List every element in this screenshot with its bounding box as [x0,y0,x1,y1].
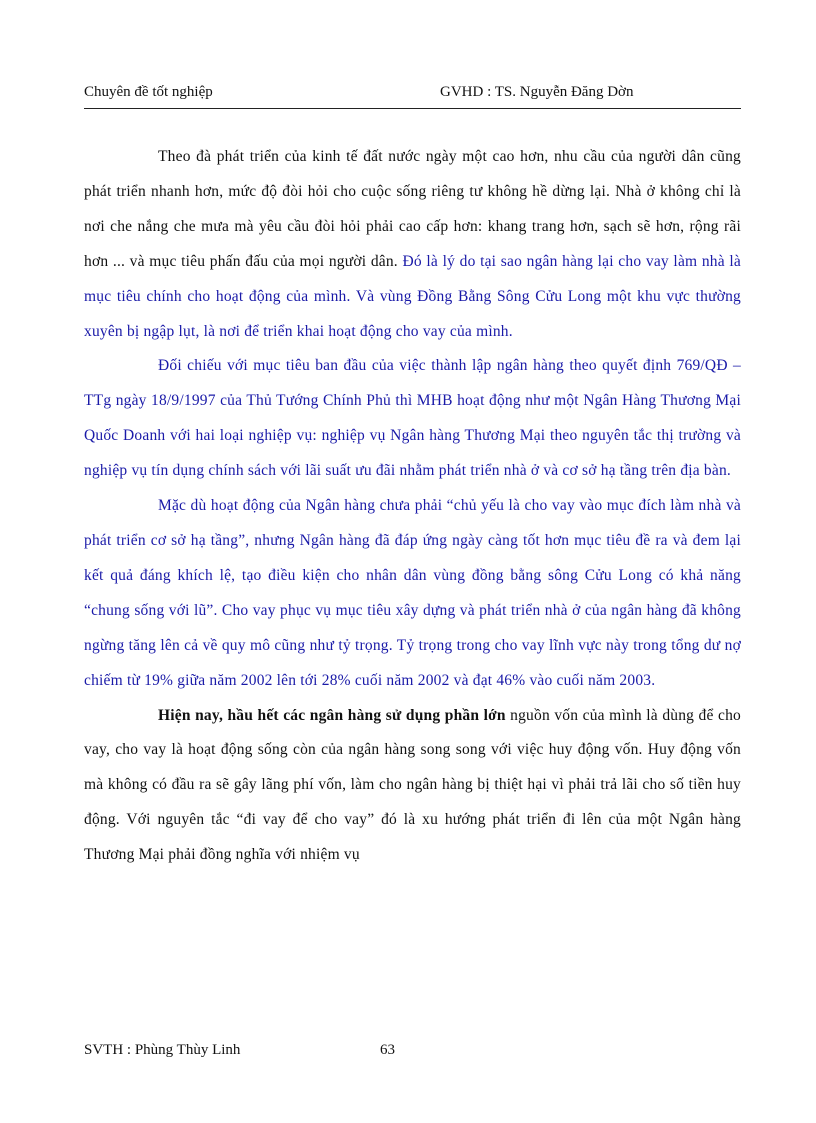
paragraph-1-text: Theo đà phát triển của kinh tế đất nước ngày một cao hơn, nhu cầu của người dân cũng phát triển nhanh hơn, mức độ đòi hỏi cho cuộc sống riêng tư không hề dừng lại. Nhà ở không chỉ là nơi che nắng che mưa mà yêu cầu đòi hỏi phải cao cấp hơn: khang trang hơn, sạch sẽ hơn, rộng rãi hơn ... và mục tiêu phấn đấu của mọi người dân. [84,148,741,270]
paragraph-4 [84,699,741,874]
header-document-type: Chuyên đề tốt nghiệp [84,84,213,100]
paragraph-1 [84,140,741,349]
paragraph-2: Đối chiếu với mục tiêu ban đầu của việc thành lập ngân hàng theo quyết định 769/QĐ – TTg ngày 18/9/1997 của Thủ Tướng Chính Phủ thì MHB hoạt động như một Ngân Hàng Thương Mại Quốc Doanh với hai loại nghiệp vụ: nghiệp vụ Ngân hàng Thương Mại theo nguyên tắc thị trường và nghiệp vụ tín dụng chính sách với lãi suất ưu đãi nhằm phát triển nhà ở và cơ sở hạ tầng trên địa bàn. [84,357,741,480]
header-advisor: GVHD : TS. Nguyễn Đăng Dờn [440,84,634,100]
document-body [84,140,741,873]
paragraph-4-bold-lead: Hiện nay, hầu hết các ngân hàng sử dụng phần lớn [158,706,506,724]
paragraph-3: Mặc dù hoạt động của Ngân hàng chưa phải “chủ yếu là cho vay vào mục đích làm nhà và phát triển cơ sở hạ tầng”, nhưng Ngân hàng đã đáp ứng ngày càng tốt hơn mục tiêu đề ra và đem lại kết quả đáng khích lệ, tạo điều kiện cho nhân dân vùng đồng bằng sông Cửu Long có khả năng “chung sống với lũ”. Cho vay phục vụ mục tiêu xây dựng và phát triển nhà ở của ngân hàng đã không ngừng tăng lên cả về quy mô cũng như tỷ trọng. Tỷ trọng trong cho vay lĩnh vực này trong tổng dư nợ chiếm từ 19% giữa năm 2002 lên tới 28% cuối năm 2002 và đạt 46% vào cuối năm 2003. [84,497,741,689]
footer-author: SVTH : Phùng Thùy Linh [84,1042,241,1058]
page-number: 63 [380,1042,395,1058]
paragraph-1-highlight: Đó là lý do tại sao ngân hàng lại cho vay làm nhà là mục tiêu chính cho hoạt động của mình. Và vùng Đồng Bằng Sông Cửu Long một khu vực thường xuyên bị ngập lụt, là nơi để triển khai hoạt động cho vay của mình. [84,252,742,340]
paragraph-4-text: nguồn vốn của mình là dùng để cho vay, cho vay là hoạt động sống còn của ngân hàng song song với việc huy động vốn. Huy động vốn mà không có đầu ra sẽ gây lãng phí vốn, làm cho ngân hàng bị thiệt hại vì phải trả lãi cho số tiền huy động. Với nguyên tắc “đi vay để cho vay” đó là xu hướng phát triển đi lên của một Ngân hàng Thương Mại phải đồng nghĩa với nhiệm vụ [84,706,742,864]
page-header [84,84,741,109]
